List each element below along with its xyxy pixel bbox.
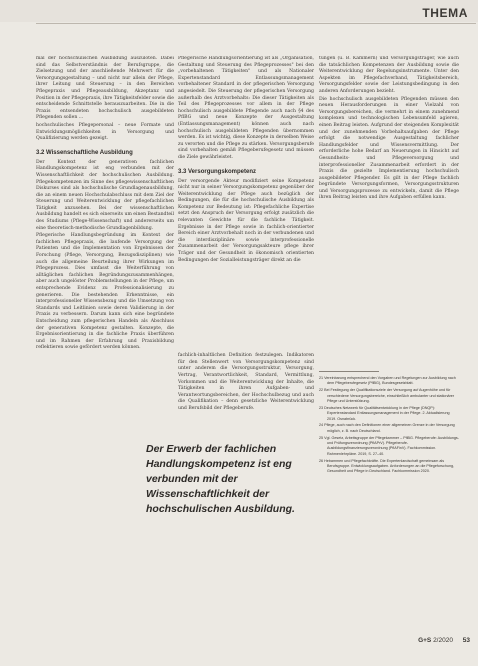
footnotes	[319, 376, 459, 626]
footnote-rule	[319, 371, 379, 372]
paragraph: tungen (u. B. Kammern) und Versorgungsträger, wie auch die tatsächlichen Kompetenzen der Ausbildung sowie die Weiterentwicklung der Regelungsinstrumente. Unter den Aspekten im Pflegefachverband, Tätigkeitsbereich, Versorgungsfelder sowie der Leistungsbedingung in den anderen Anforderungen bezieht.	[319, 56, 459, 94]
paragraph: Die hochschulisch ausgebildeten Pflegenden müssen den neuen Herausforderungen in einer Vielzahl von Versorgungsbereichen, die vermehrt in einem zunehmend komplexen und technologischen Lebensumfeld agieren, einen Beitrag leisten. Aufgrund der steigenden Komplexität und der zunehmenden Vorbehaltsaufgaben der Pflege erfolgt die notwendige Ausgestaltung fachlicher Handlungsfelder und Wissensvermittlung. Der erforderliche hohe Bedarf an Neuerungen in Hinsicht auf Gesundheits- und Pflegeversorgung und interprofessioneller Zusammenarbeit erfordert in der Praxis die gezielte Implementierung hochschulisch ausgebildeter Pflegender. Es gilt in der Pflege fachlich begründete Versorgungsformen, Versorgungsstrukturen und Versorgungsprozesse zu entwickeln, damit die Pflege ihren Beitrag leisten und ihre Aufgaben erfüllen kann.	[319, 96, 459, 201]
paragraph: mal der hochschulischen Ausbildung auszuloten. Dabei sind das Selbstverständnis der Berufsgruppe, die Zielsetzung und der anschließende Mehrwert für die Versorgungsgestaltung – und nicht nur allein der Pflege, ihrer Leitung und Steuerung – in den Bereichen Pflegepraxis und Pflegeausbildung, Akzeptanz und Position in der Pflegepraxis, ihre Tätigkeitsfelder sowie die entscheidende Schnittstelle herauszuarbeiten. Die in die Praxis entsendeten hochschulisch ausgebildeten Pflegenden sollen ...	[36, 56, 174, 121]
column-1	[36, 56, 174, 636]
section-heading-3-3: 3.3 Versorgungskompetenz	[178, 168, 257, 175]
paragraph: hochschulisches Pflegepersonal – neue Formate und Entwicklungsmöglichkeiten in Versorgung und Qualifizierung werden gezeigt.	[36, 122, 174, 142]
header-band	[0, 0, 478, 22]
header-rule	[36, 23, 476, 24]
paragraph: Der Kontext der generativen fachlichen Handlungskompetenz ist eng verbunden mit der Wissenschaftlichkeit der hochschulischen Ausbildung. Pflegekompetenzen im Sinne des pflegewissenschaftlichen Diskurses sind als hochschulische Grundlagenausbildung, die an einem neuen Hochschulabschluss mit dem Ziel der Steuerung und Weiterentwicklung der pflegefachlichen Tätigkeit anzusehen. Bei der wissenschaftlichen Ausbildung handelt es sich einerseits um einen Bestandteil des Studiums (Pflege-Wissenschaft) und andererseits um eine theoretisch-methodische Grundlagenbildung.	[36, 159, 174, 231]
section-label: THEMA	[422, 6, 468, 20]
pull-quote: Der Erwerb der fachlichen Handlungskompetenz ist eng verbunden mit der Wissenschaftlichkeit der hochschulischen Ausbildung.	[140, 438, 340, 510]
journal-name: G+S	[418, 637, 432, 644]
paragraph: fachlich-inhaltlichen Definition festzulegen. Indikatoren für den Stellenwert von Versorgungskompetenz sind unter anderem die Versorgungsstruktur, Versorgung, Vertrag, Verantwortlichkeit, Standard, Vermittlung, Vorkommen und die Weiterentwicklung der Inhalte, die Tätigkeiten in ihren Aufgaben- und Verantwortungsbereichen, der Hochschulbezug und auch die Qualifikation – denn gesetzliche Weiterentwicklung und Berufsbild der Pflegeberufe.	[178, 353, 314, 411]
footnote: 26 Hebammen und Pflegefachkräfte. Die Expertenlandschaft gemeinsam als Berufsgruppe. Entwicklungsaufgaben. Anforderungen an die Pflegeforschung, Gesundheit und Pflege in Deutschland. Fachkommission 2020.	[319, 458, 455, 474]
column-3	[319, 56, 459, 326]
footnote: 22 Bei Festlegung der Qualifikationsziele der Versorgung auf Augenhöhe und für verschiedene Versorgungsbereiche, einschließlich ambulanter und stationärer Pflege und Unterstützung.	[319, 388, 455, 404]
footnote: 24 Pflege, auch nach den Definitionen einer allgemeinen Grenze in der Versorgung möglich, z. B. nach Deutschland.	[319, 423, 455, 433]
paragraph: Der versorgende Akteur modifiziert seine Kompetenz nicht nur in seiner Versorgungskompetenz gegenüber der Weiterentwicklung der Pflege auch bezüglich der Bedingungen, die für die hochschulische Ausbildung als Kompetenz zur Bedeutung ist: Pflegefachliche Expertise setzt den Anspruch der Versorgung erfolgt zusätzlich die relevanten Gewichte für die fachliche Tätigkeit. Ergebnisse in der Pflege sowie in fachlich-orientierter Bereich einer Arztvorbehalt noch in der verbundenen und die interdisziplinäre sowie interprofessionelle Zusammenarbeit der Versorgungsakteure pflege ihrer Träger und der Gesundheit in ökonomisch orientierten Bedingungen der Sozialleistungsträger direkt an die	[178, 178, 314, 263]
issue-number: 2/2020	[433, 637, 453, 644]
page-footer	[380, 634, 470, 648]
footnote: 21 Vereinbarung entsprechend den Vorgaben und Regelungen zur Ausbildung nach dem Pflegeberufegesetz (PflBG), Bundesgesetzblatt.	[319, 376, 456, 386]
paragraph: Pflegerische Handlungsbegründung im Kontext der fachlichen Pflegepraxis, die laufende Versorgung der Patienten und die Implementation von Ergebnissen der Forschung (Pflege, Versorgung, Bezugsdisziplinen) wie auch die allgemeine Beurteilung ihrer Wirkungen im Pflegeprozess. Dies umfasst die Weiterführung von alltäglichen fachlichen Begründungszusammenhängen, aber auch ungelöster Problemstellungen in der Pflege, um entsprechende Evidenz zu Professionalisierung zu generieren. Die bestehenden Erkenntnisse, ein interprofessioneller Wissensbezug und die Umsetzung von Standards und Leitlinien sowie deren Validierung in der Praxis zu verbessern. Darum kann sich eine begründete Entscheidung zum pflegerischen Handeln als Abschluss der generativen Kompetenz gestalten. Konzepte, die Ergebnisorientierung in die fachliche Praxis überführen und im Rahmen der Erfahrung und Praxisbildung reflektieren sowie gefördert werden können.	[36, 233, 174, 351]
pullquote-spacer	[178, 265, 314, 353]
page-number: 53	[462, 637, 470, 644]
section-heading-3-2: 3.2 Wissenschaftliche Ausbildung	[36, 149, 133, 156]
footnote: 25 Vgl. Gesetz, Arbeitsgruppe der Pflegekammer – PflBG. Pflegeberufe: Ausbildungs- und Prüfungsverordnung (PflAPrV). Pflegeberufe-Ausbildungsfinanzierungsverordnung (PflAFinV). Fachkommission. Rahmenlehrpläne. 2019, S. 27–40.	[319, 435, 459, 456]
footnote: 23 Deutsches Netzwerk für Qualitätsentwicklung in der Pflege (DNQP): Expertenstandard Entlassungsmanagement in der Pflege. 2. Aktualisierung 2019. Osnabrück.	[319, 405, 450, 421]
paragraph: Pflegerische Handlungsorientierung ist als „Organisation, Gestaltung und Steuerung des Pflegeprozesses" bei den „vorbehaltenen Tätigkeiten" und als Nationaler Expertenstandard Entlassungsmanagement vorbehaltener Standard in der pflegerischen Versorgung angesiedelt. Die Steuerung der pflegerischen Versorgung außerhalb des Arztvorbehalts: Die dieser Tätigkeiten als Teil des Pflegeprozesses vor allem in der Pflege hochschulisch ausgebildete Pflegende auch nach §4 des PflBG und neue Konzepte der Ausgestaltung (Entlassungsmanagement) können auch nach hochschulisch ausgebildeten Pflegenden übernommen werden. Es ist wichtig, diese Konzepte in derselben Weise zu verorten und die Pflege zu stärken. Versorgungsberufe sind vorbehalten gemäß Pflegeberufegesetz und müssen die Ziele gewährleistet.	[178, 56, 314, 160]
column-2	[178, 56, 314, 636]
